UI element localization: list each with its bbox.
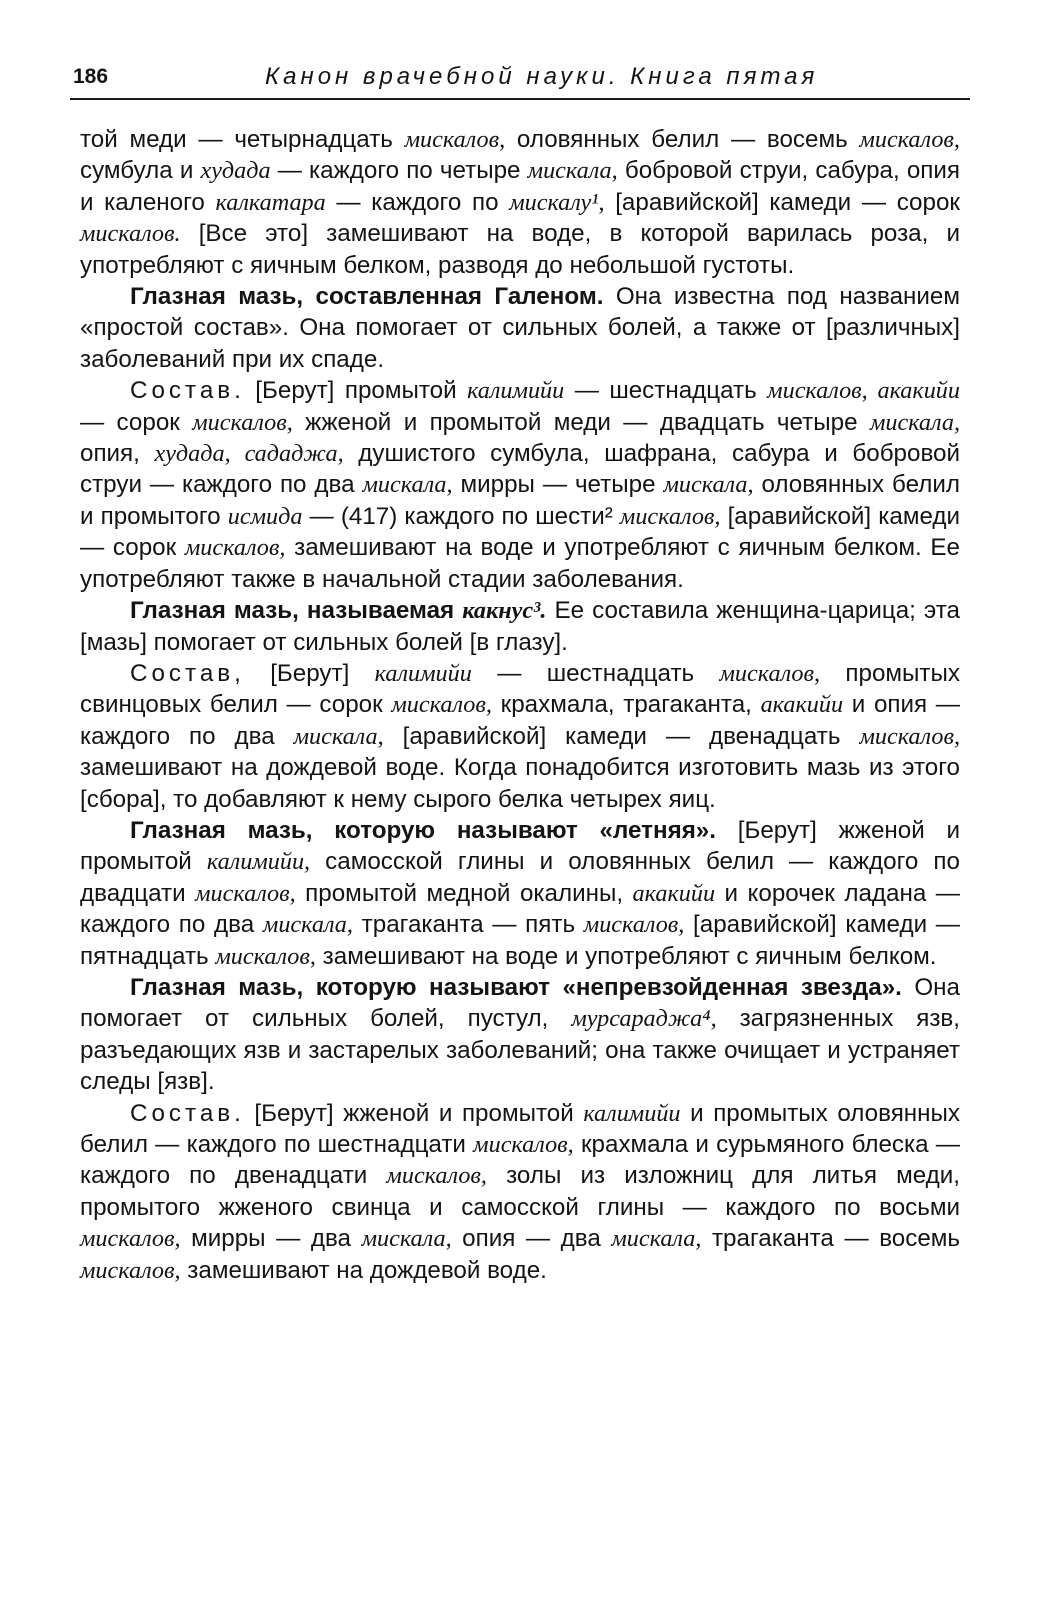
italic-term: калимийи xyxy=(374,659,472,687)
text-run: Она известна под названием «простой состав». Она помогает от сильных болей, а также от [различных] заболеваний при их спаде. xyxy=(80,283,961,373)
text-body xyxy=(80,124,960,1286)
recipe-heading: Глазная мазь, которую называют «летняя». xyxy=(130,816,716,844)
text-run: — сорок xyxy=(80,408,193,436)
text-run: [Все это] замешивают на воде, в которой варилась роза, и употребляют с яичным белком, разводя до небольшой густоты. xyxy=(80,220,960,279)
italic-term: мискалов, xyxy=(80,1256,181,1284)
text-run: бобровой струи, сабура, опия и каленого xyxy=(80,157,960,216)
italic-term: мискалов, xyxy=(391,691,492,719)
italic-term: мискалов, xyxy=(80,1225,181,1253)
text-run: самосской глины и оловянных белил — каждого по двадцати xyxy=(80,848,960,907)
italic-term: мискалов, xyxy=(719,659,821,687)
italic-term: калимийи xyxy=(467,377,565,405)
paragraph xyxy=(80,658,960,815)
italic-term: мискалу¹, xyxy=(509,188,605,216)
italic-term: мискала, xyxy=(293,722,384,750)
italic-term: мискалов, xyxy=(859,722,960,750)
text-run: [аравийской] камеди — сорок xyxy=(604,188,960,216)
italic-term: мискалов, xyxy=(404,126,506,153)
section-label: Состав, xyxy=(130,659,245,687)
text-run: и корочек ладана — каждого по два xyxy=(80,879,960,939)
text-run: [Берут] xyxy=(244,659,375,687)
italic-term: мискалов, xyxy=(619,502,721,530)
paragraph xyxy=(80,972,960,1098)
text-run: золы из изложниц для литья меди, промытого жженого свинца и самосской глины — каждого по восьми xyxy=(80,1162,960,1221)
text-run: — каждого по xyxy=(325,188,510,216)
paragraph xyxy=(80,815,960,972)
text-run: загрязненных язв, разъедающих язв и застарелых заболеваний; она также очищает и устраняет следы [язв]. xyxy=(80,1005,961,1096)
italic-term: мискала, xyxy=(869,408,960,436)
paragraph xyxy=(80,1098,960,1286)
text-run: — (417) каждого по шести² xyxy=(302,502,620,530)
italic-term: калимийи, xyxy=(206,848,311,876)
text-run: мирры — два xyxy=(180,1225,362,1253)
running-title: Канон врачебной науки. Книга пятая xyxy=(265,63,819,90)
recipe-heading: Глазная мазь, которую называют «непревзойденная звезда». xyxy=(130,973,902,1001)
paragraph xyxy=(80,281,960,375)
text-run: крахмала и сурьмяного блеска — каждого по двенадцати xyxy=(80,1131,960,1190)
text-run: душистого сумбула, шафрана, сабура и бобровой струи — каждого по два xyxy=(80,440,960,499)
text-run: опия — два xyxy=(451,1225,612,1253)
italic-term: мискала, xyxy=(362,471,453,499)
italic-term: худада xyxy=(200,157,271,185)
text-run: опия, xyxy=(80,440,155,468)
italic-term: калимийи xyxy=(583,1099,681,1127)
text-run: замешивают на воде и употребляют с яичным белком. Ее употребляют также в начальной стадии заболевания. xyxy=(80,534,960,593)
text-run: замешивают на дождевой воде. Когда понадобится изготовить мазь из этого [сбора], то добавляют к нему сырого белка четырех яиц. xyxy=(80,754,960,813)
text-run: замешивают на воде и употребляют с яичным белком. xyxy=(315,942,937,970)
italic-term: мискалов, xyxy=(583,911,685,939)
italic-term: мискалов, xyxy=(386,1162,487,1190)
text-run: промытых свинцовых белил — сорок xyxy=(80,659,960,719)
text-run: — шестнадцать xyxy=(564,377,768,405)
paragraph xyxy=(80,124,960,281)
italic-term: мискала, xyxy=(361,1225,452,1253)
italic-term: мискалов, акакийи xyxy=(767,377,960,405)
text-run: жженой и промытой меди — двадцать четыре xyxy=(292,408,870,436)
text-run: замешивают на дождевой воде. xyxy=(180,1256,547,1284)
italic-term: калкатара xyxy=(215,188,326,216)
text-run: мирры — четыре xyxy=(452,471,664,499)
text-run: оловянных белил и промытого xyxy=(80,471,960,530)
text-run: промытой медной окалины, xyxy=(295,879,633,907)
italic-term: мискалов, xyxy=(215,942,316,970)
text-run: [аравийской] камеди — двенадцать xyxy=(383,722,860,750)
text-run: Она помогает от сильных болей, пустул, xyxy=(80,973,960,1033)
italic-term: мурсараджа⁴, xyxy=(571,1005,717,1033)
italic-term: акакийи xyxy=(760,691,844,719)
recipe-heading: Глазная мазь, составленная Галеном. xyxy=(130,283,604,311)
text-run: трагаканта — пять xyxy=(352,911,584,939)
text-run: [Берут] жженой и промытой xyxy=(244,1099,584,1127)
italic-term: мискала, xyxy=(611,1225,702,1253)
running-header xyxy=(70,58,970,100)
text-run: [Берут] промытой xyxy=(244,377,468,405)
paragraph xyxy=(80,595,960,658)
italic-term: мискалов, xyxy=(473,1131,574,1158)
text-run: [Берут] жженой и промытой xyxy=(80,816,960,876)
section-label: Состав. xyxy=(130,377,245,405)
heading-term xyxy=(462,597,546,624)
text-run: крахмала, трагаканта, xyxy=(491,691,761,719)
page-number: 186 xyxy=(73,65,109,88)
text-run: и промытых оловянных белил — каждого по шестнадцати xyxy=(80,1099,960,1158)
text-run: оловянных белил — восемь xyxy=(505,126,860,153)
italic-term: худада, сададжа, xyxy=(154,440,344,468)
italic-term: мискалов, xyxy=(184,534,286,562)
italic-term: мискала, xyxy=(262,911,353,939)
italic-term: мискалов, xyxy=(192,408,293,436)
section-label: Состав. xyxy=(130,1099,245,1127)
text-run: [аравийской] камеди — сорок xyxy=(80,502,960,562)
term-italic: какнус³. xyxy=(462,597,547,625)
text-run: — каждого по четыре xyxy=(270,157,528,185)
italic-term: мискалов. xyxy=(80,220,181,248)
italic-term: акакийи xyxy=(632,879,716,907)
text-run: Ее составила женщина-царица; эта [мазь] помогает от сильных болей [в глазу]. xyxy=(80,597,960,656)
recipe-heading: Глазная мазь, называемая xyxy=(130,597,463,625)
italic-term: мискалов, xyxy=(859,126,960,153)
paragraph xyxy=(80,375,960,595)
italic-term: исмида xyxy=(227,502,303,530)
italic-term: мискала, xyxy=(527,157,618,185)
text-run: — шестнадцать xyxy=(471,659,720,687)
text-run: трагаканта — восемь xyxy=(701,1225,960,1253)
text-run: [аравийской] камеди — пятнадцать xyxy=(80,911,960,970)
italic-term: мискалов, xyxy=(195,879,296,907)
italic-term: мискала, xyxy=(663,471,754,499)
text-run: и опия — каждого по два xyxy=(80,691,960,750)
text-run: сумбула и xyxy=(80,157,201,185)
text-run: той меди — четырнадцать xyxy=(80,126,405,153)
